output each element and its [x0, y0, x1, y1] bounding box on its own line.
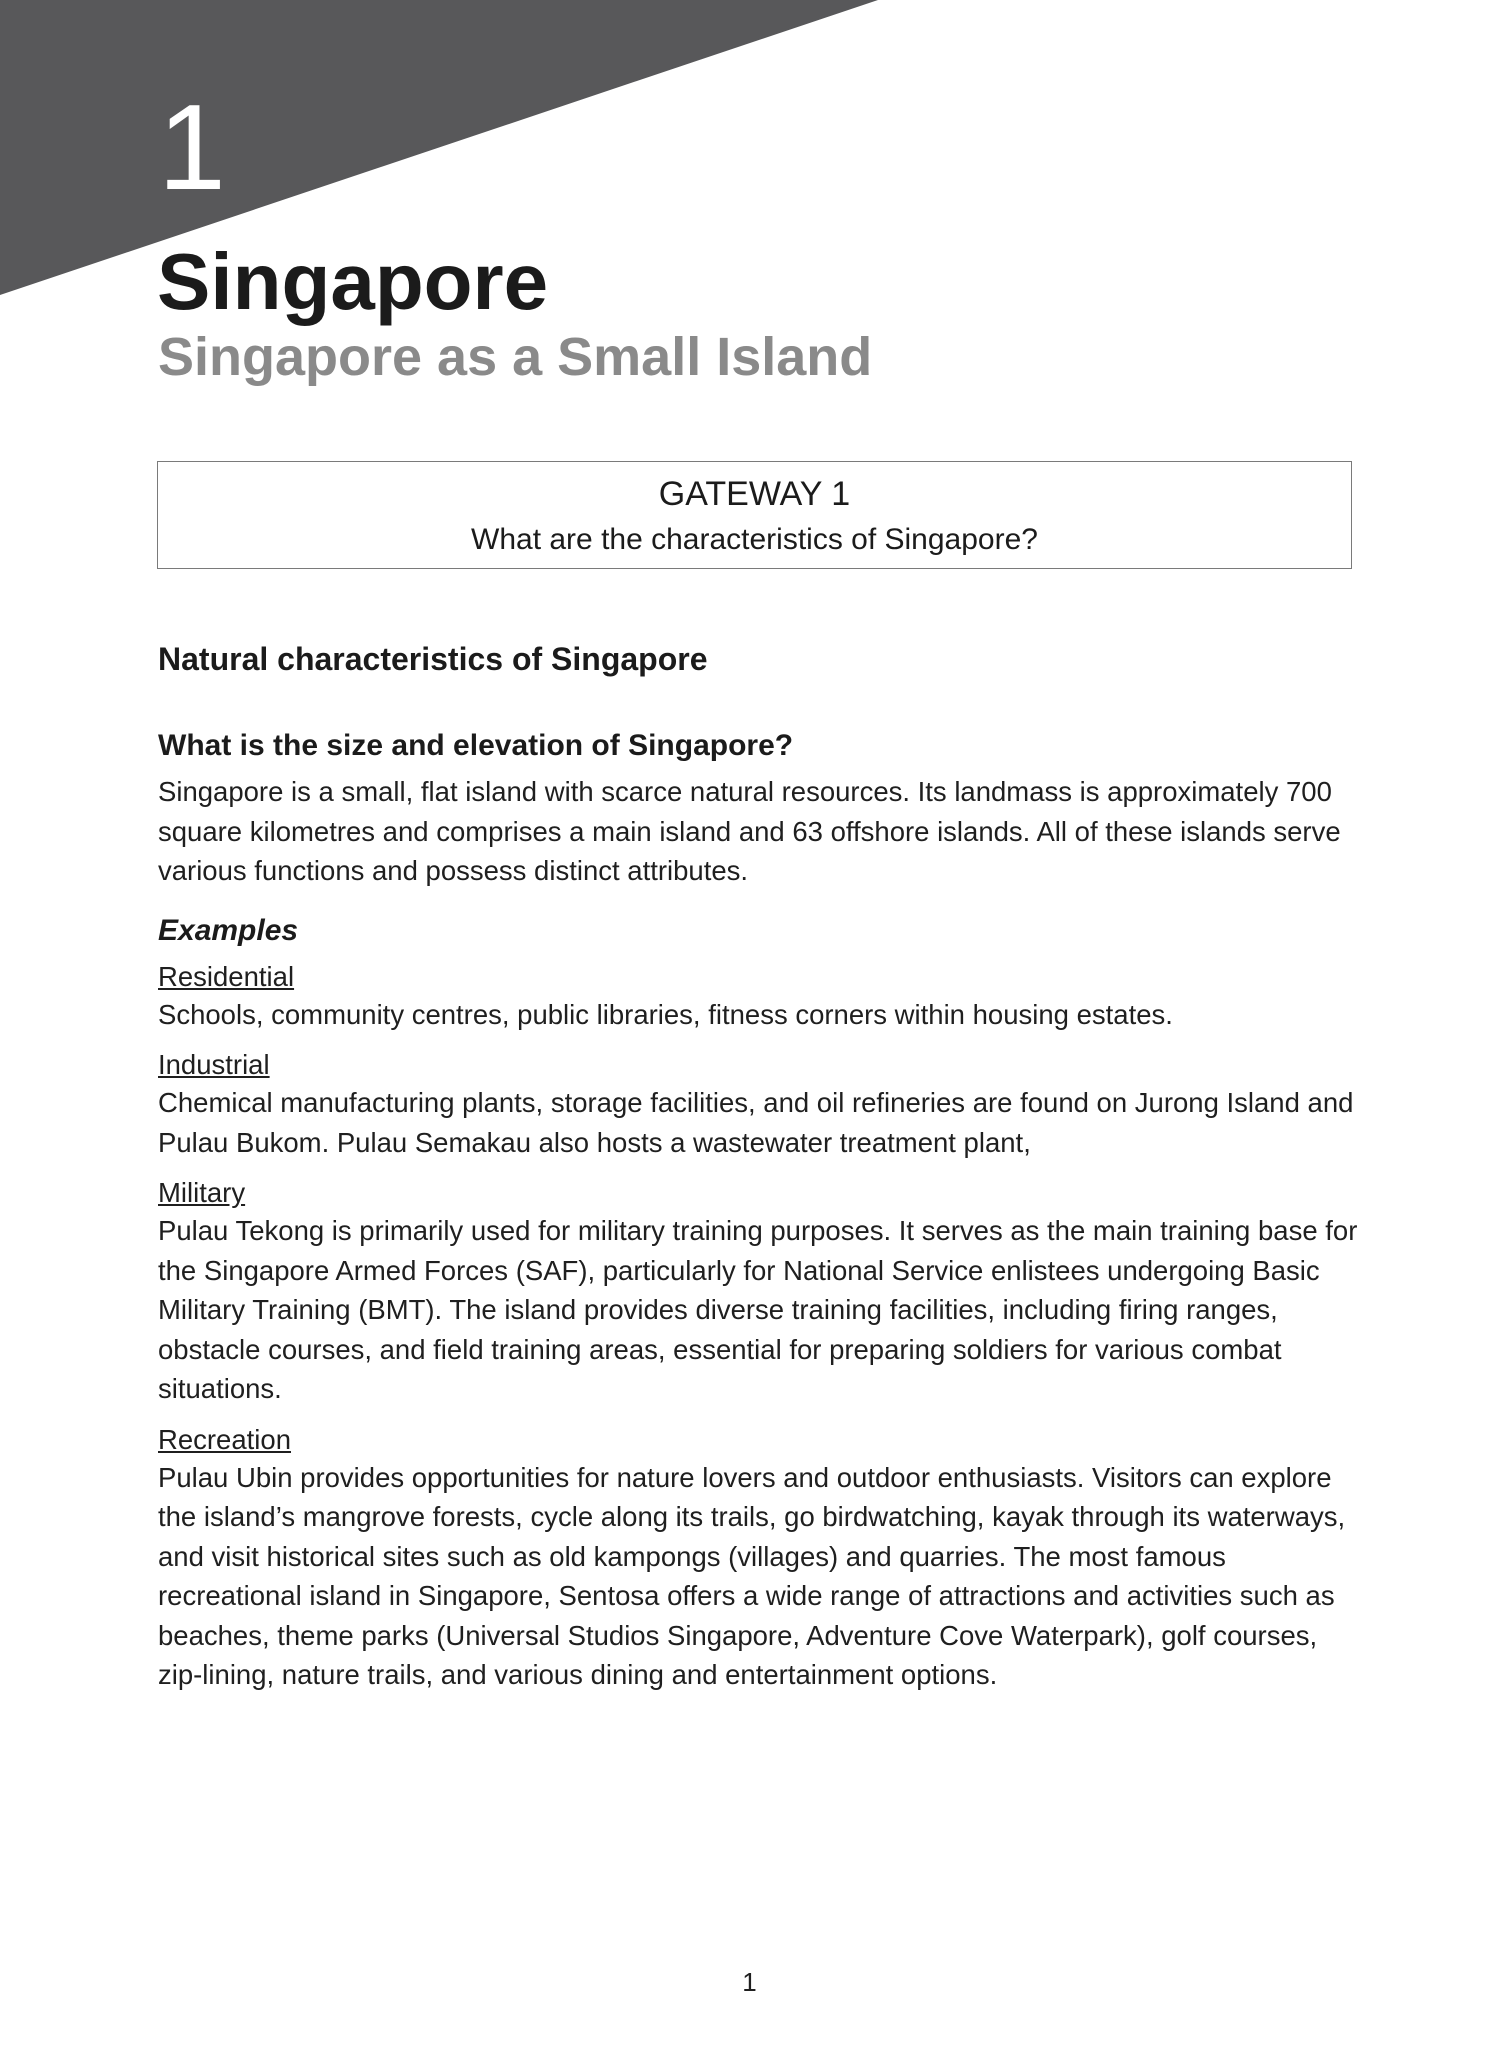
gateway-title: GATEWAY 1	[658, 475, 851, 513]
chapter-subtitle: Singapore as a Small Island	[158, 327, 873, 387]
section-heading: Natural characteristics of Singapore	[158, 641, 708, 677]
chapter-number: 1	[158, 79, 226, 215]
example-label: Military	[158, 1177, 246, 1209]
intro-paragraph: Singapore is a small, flat island with scarce natural resources. Its landmass is approximately 700 square kilometres and comprises a main island and 63 offshore islands. All of these islands serve various functions and possess distinct attributes.	[158, 776, 1341, 887]
examples-heading: Examples	[158, 913, 299, 947]
page-number: 1	[742, 1967, 757, 1997]
chapter-title: Singapore	[157, 237, 549, 326]
example-text: Chemical manufacturing plants, storage facilities, and oil refineries are found on Jurong Island and Pulau Bukom. Pulau Semakau also hosts a wastewater treatment plant,	[158, 1087, 1354, 1158]
example-residential	[158, 958, 1358, 1035]
example-text: Pulau Tekong is primarily used for military training purposes. It serves as the main training base for the Singapore Armed Forces (SAF), particularly for National Service enlistees undergoing Basic Military Training (BMT). The island provides diverse training facilities, including firing ranges, obstacle courses, and field training areas, essential for preparing soldiers for various combat situations.	[158, 1215, 1358, 1405]
gateway-box	[157, 461, 1352, 569]
gateway-question: What are the characteristics of Singapore?	[471, 523, 1038, 556]
example-industrial	[158, 1046, 1358, 1162]
example-label: Recreation	[158, 1423, 291, 1455]
example-military	[158, 1174, 1358, 1409]
example-label: Residential	[158, 960, 295, 992]
main-content	[158, 640, 1358, 1707]
example-recreation	[158, 1421, 1358, 1695]
section-subheading: What is the size and elevation of Singapore?	[158, 729, 794, 763]
example-text: Pulau Ubin provides opportunities for nature lovers and outdoor enthusiasts. Visitors can explore the island’s mangrove forests, cycle along its trails, go birdwatching, kayak through its waterways, and visit historical sites such as old kampongs (villages) and quarries. The most famous recreational island in Singapore, Sentosa offers a wide range of attractions and activities such as beaches, theme parks (Universal Studios Singapore, Adventure Cove Waterpark), golf courses, zip-lining, nature trails, and various dining and entertainment options.	[158, 1461, 1346, 1691]
example-text: Schools, community centres, public libraries, fitness corners within housing estates.	[158, 998, 1173, 1030]
example-label: Industrial	[158, 1049, 270, 1081]
